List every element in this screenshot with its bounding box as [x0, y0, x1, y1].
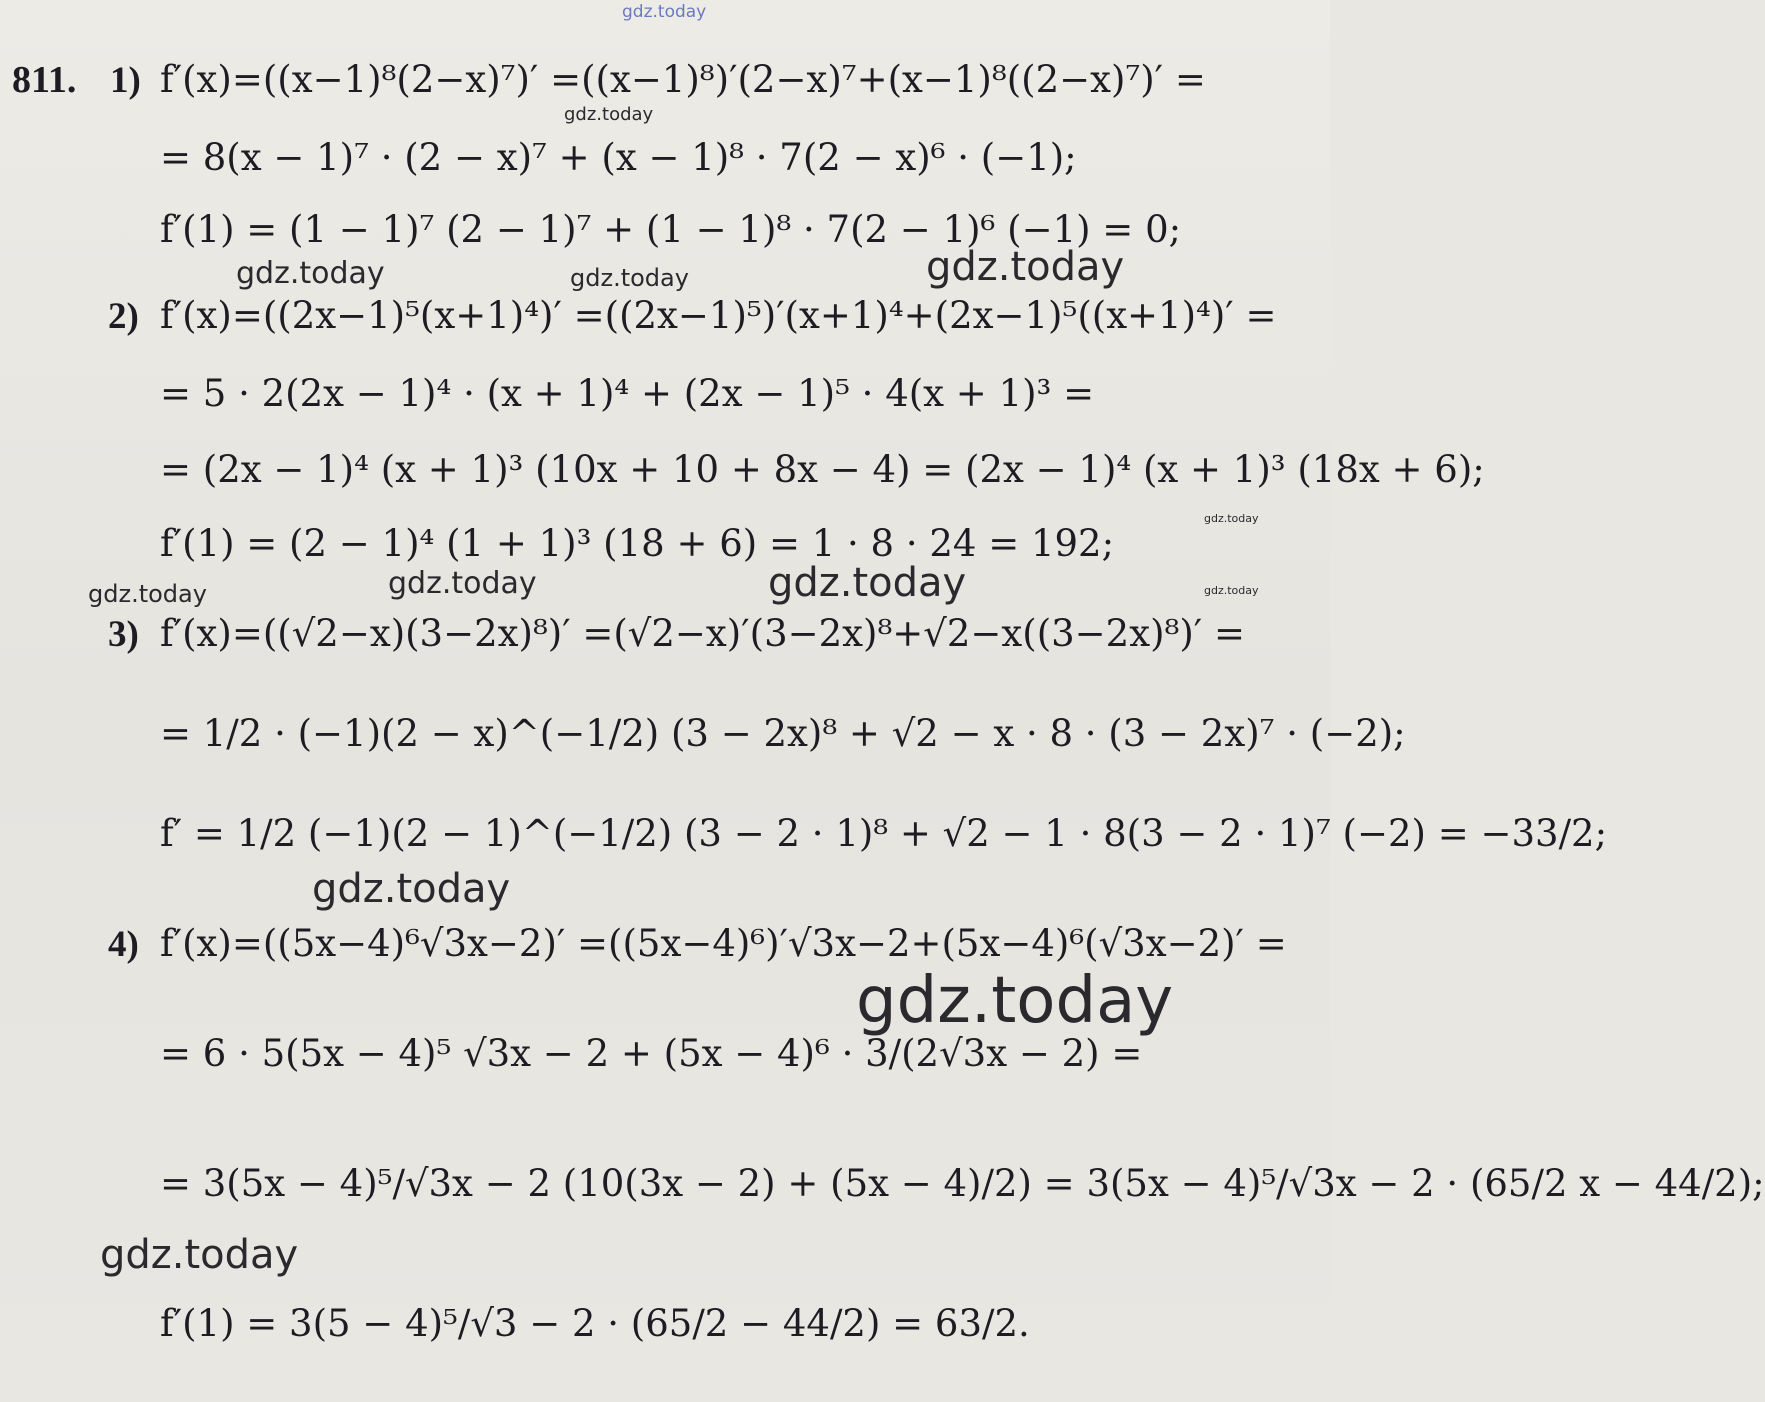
- part-label-3: 3): [108, 614, 139, 655]
- watermark: gdz.today: [570, 264, 689, 292]
- part2-line-2: = 5 · 2(2x − 1)⁴ · (x + 1)⁴ + (2x − 1)⁵ · 4(x + 1)³ =: [160, 372, 1095, 415]
- part4-line-4: f′(1) = 3(5 − 4)⁵/√3 − 2 · (65/2 − 44/2) = 63/2.: [160, 1302, 1030, 1345]
- part4-line-1: f′(x)=((5x−4)⁶√3x−2)′ =((5x−4)⁶)′√3x−2+(5x−4)⁶(√3x−2)′ =: [160, 922, 1287, 965]
- watermark: gdz.today: [622, 2, 707, 22]
- part-label-2: 2): [108, 296, 139, 337]
- watermark: gdz.today: [1204, 584, 1259, 597]
- part2-line-3: = (2x − 1)⁴ (x + 1)³ (10x + 10 + 8x − 4) = (2x − 1)⁴ (x + 1)³ (18x + 6);: [160, 448, 1485, 491]
- watermark: gdz.today: [564, 104, 654, 125]
- part4-line-3: = 3(5x − 4)⁵/√3x − 2 (10(3x − 2) + (5x − 4)/2) = 3(5x − 4)⁵/√3x − 2 · (65/2 x − 44/2);: [160, 1162, 1765, 1205]
- part2-line-4: f′(1) = (2 − 1)⁴ (1 + 1)³ (18 + 6) = 1 · 8 · 24 = 192;: [160, 522, 1115, 565]
- problem-number: 811.: [12, 59, 77, 101]
- part1-line-3: f′(1) = (1 − 1)⁷ (2 − 1)⁷ + (1 − 1)⁸ · 7(2 − 1)⁶ (−1) = 0;: [160, 208, 1182, 251]
- watermark: gdz.today: [236, 256, 385, 291]
- part1-line-1: f′(x)=((x−1)⁸(2−x)⁷)′ =((x−1)⁸)′(2−x)⁷+(x−1)⁸((2−x)⁷)′ =: [160, 58, 1206, 101]
- part3-line-1: f′(x)=((√2−x)(3−2x)⁸)′ =(√2−x)′(3−2x)⁸+√2−x((3−2x)⁸)′ =: [160, 612, 1245, 655]
- watermark: gdz.today: [768, 560, 967, 606]
- part4-line-2: = 6 · 5(5x − 4)⁵ √3x − 2 + (5x − 4)⁶ · 3/(2√3x − 2) =: [160, 1032, 1143, 1075]
- watermark: gdz.today: [100, 1232, 299, 1278]
- part1-line-2: = 8(x − 1)⁷ · (2 − x)⁷ + (x − 1)⁸ · 7(2 − x)⁶ · (−1);: [160, 136, 1077, 179]
- watermark: gdz.today: [926, 244, 1125, 290]
- watermark: gdz.today: [1204, 512, 1259, 525]
- watermark: gdz.today: [856, 964, 1174, 1038]
- part3-line-2: = 1/2 · (−1)(2 − x)^(−1/2) (3 − 2x)⁸ + √2 − x · 8 · (3 − 2x)⁷ · (−2);: [160, 712, 1406, 755]
- watermark: gdz.today: [312, 866, 511, 912]
- part3-line-3: f′ = 1/2 (−1)(2 − 1)^(−1/2) (3 − 2 · 1)⁸ + √2 − 1 · 8(3 − 2 · 1)⁷ (−2) = −33/2;: [160, 812, 1608, 855]
- part-label-1: 1): [110, 60, 141, 101]
- part-label-4: 4): [108, 924, 139, 965]
- watermark: gdz.today: [388, 566, 537, 601]
- part2-line-1: f′(x)=((2x−1)⁵(x+1)⁴)′ =((2x−1)⁵)′(x+1)⁴+(2x−1)⁵((x+1)⁴)′ =: [160, 294, 1277, 337]
- watermark: gdz.today: [88, 580, 207, 608]
